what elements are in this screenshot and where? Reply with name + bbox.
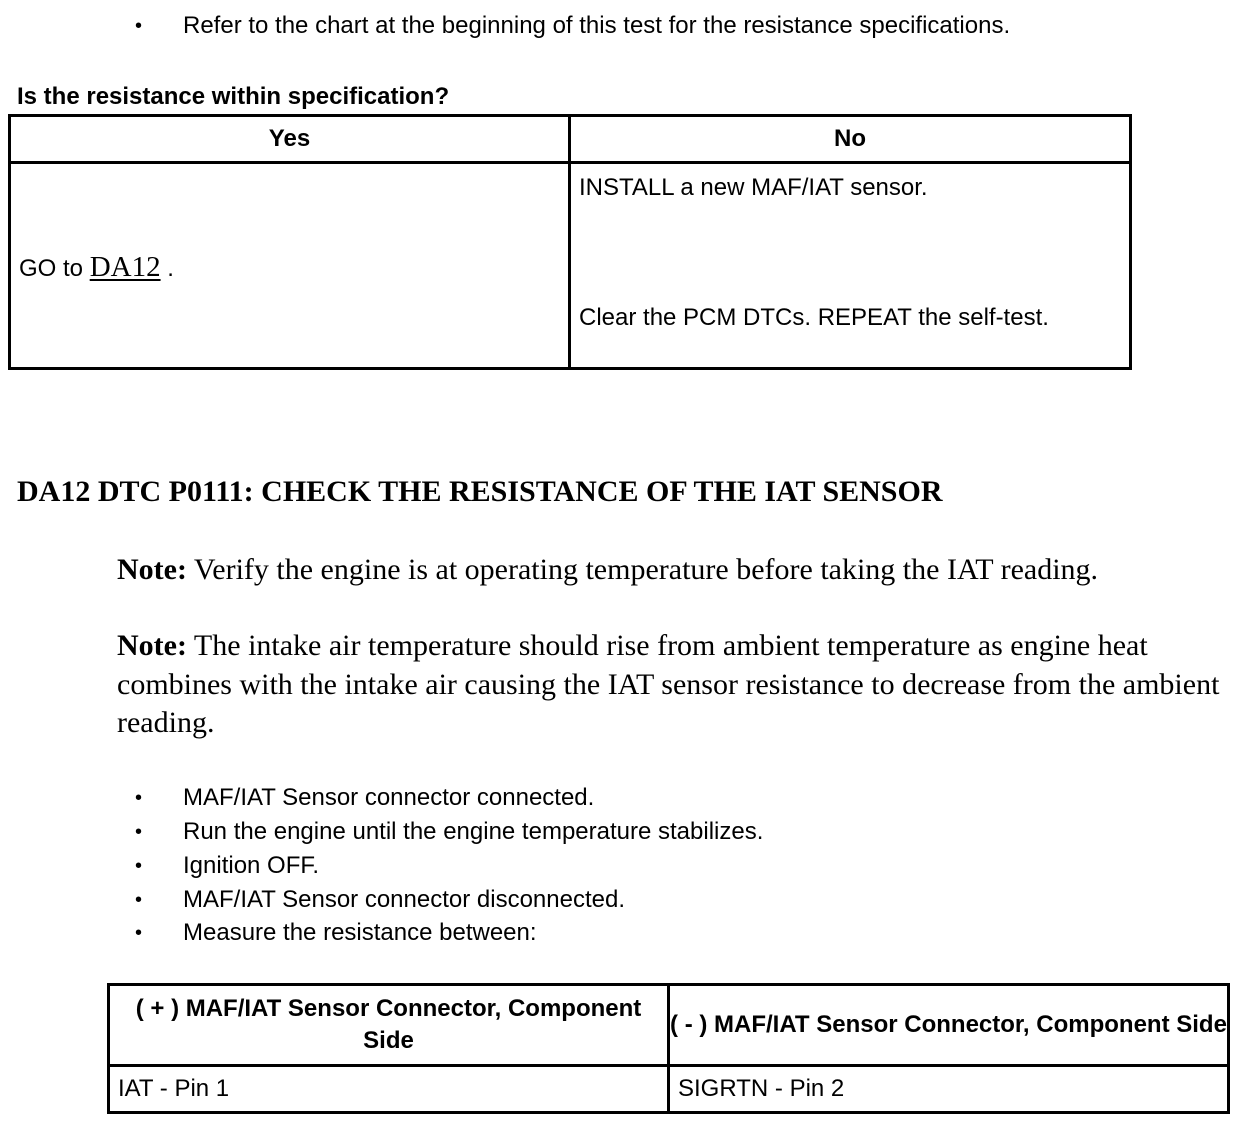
- negative-connector-header: ( - ) MAF/IAT Sensor Connector, Component Side: [669, 985, 1229, 1066]
- note-text: The intake air temperature should rise from ambient temperature as engine heat combines with the intake air causing the IAT sensor resistance to decrease from the ambient reading.: [117, 629, 1220, 739]
- negative-pin-cell: SIGRTN - Pin 2: [669, 1066, 1229, 1113]
- note-text: Verify the engine is at operating temperature before taking the IAT reading.: [186, 553, 1099, 586]
- note-intake-air: [117, 627, 1227, 743]
- question-heading: Is the resistance within specification?: [17, 83, 450, 110]
- connector-pin-table: [107, 983, 1230, 1114]
- step-item: Measure the resistance between:: [183, 919, 537, 946]
- step-item: Ignition OFF.: [183, 852, 320, 879]
- bullet-icon: •: [135, 787, 143, 809]
- step-item: MAF/IAT Sensor connector connected.: [183, 784, 595, 811]
- bullet-icon: •: [135, 15, 143, 37]
- yes-cell: [10, 163, 570, 369]
- no-action-clear: Clear the PCM DTCs. REPEAT the self-test.: [579, 304, 1049, 331]
- note-operating-temperature: [117, 551, 1098, 590]
- no-header: No: [570, 116, 1131, 163]
- instruction-bullet: Refer to the chart at the beginning of this test for the resistance specifications.: [183, 12, 1011, 39]
- bullet-icon: •: [135, 889, 143, 911]
- yes-header: Yes: [10, 116, 570, 163]
- note-label: Note:: [117, 553, 187, 586]
- yes-suffix: .: [160, 255, 174, 282]
- yes-no-table: [8, 114, 1132, 370]
- bullet-icon: •: [135, 855, 143, 877]
- yes-prefix: GO to: [19, 255, 90, 282]
- bullet-icon: •: [135, 821, 143, 843]
- no-cell: [570, 163, 1131, 369]
- no-action-install: INSTALL a new MAF/IAT sensor.: [579, 174, 928, 201]
- positive-pin-cell: IAT - Pin 1: [109, 1066, 669, 1113]
- note-label: Note:: [117, 629, 187, 662]
- bullet-icon: •: [135, 922, 143, 944]
- step-item: MAF/IAT Sensor connector disconnected.: [183, 886, 625, 913]
- positive-connector-header: ( + ) MAF/IAT Sensor Connector, Component Side: [109, 985, 669, 1066]
- da12-link[interactable]: DA12: [89, 251, 161, 283]
- step-item: Run the engine until the engine temperature stabilizes.: [183, 818, 764, 845]
- table-row: [109, 1066, 1229, 1113]
- section-heading: DA12 DTC P0111: CHECK THE RESISTANCE OF THE IAT SENSOR: [17, 475, 943, 508]
